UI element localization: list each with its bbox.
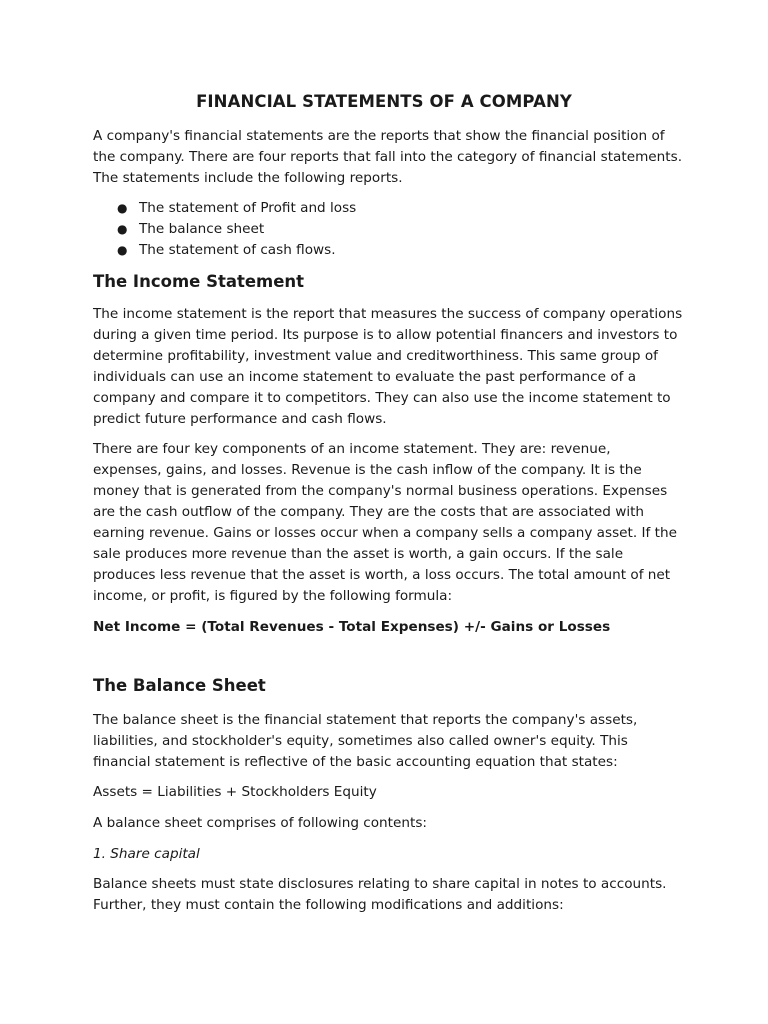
share-capital-item: 1. Share capital — [93, 846, 200, 862]
report-list — [93, 198, 356, 261]
income-paragraph-2: There are four key components of an income statement. They are: revenue, expenses, gains, and losses. Revenue is the cash inflow of the company. It is the money that is generated from the company's normal business operations. Expenses are the cash outflow of the company. They are the costs that are associated with earning revenue. Gains or losses occur when a company sells a company asset. If the sale produces more revenue than the asset is worth, a gain occurs. If the sale produces less revenue that the asset is worth, a loss occurs. The total amount of net income, or profit, is figured by the following formula: — [93, 441, 677, 604]
bullet-icon: ● — [117, 243, 128, 257]
bullet-icon: ● — [117, 222, 128, 236]
balance-sheet-heading: The Balance Sheet — [93, 676, 266, 695]
bullet-icon: ● — [117, 201, 128, 215]
list-item: ● The balance sheet — [93, 219, 356, 240]
list-item: ● The statement of cash flows. — [93, 240, 356, 261]
document-title: FINANCIAL STATEMENTS OF A COMPANY — [196, 92, 572, 111]
balance-paragraph-1: The balance sheet is the financial statement that reports the company's assets, liabilities, and stockholder's equity, sometimes also called owner's equity. This financial statement is reflective of the basic accounting equation that states: — [93, 712, 638, 770]
income-paragraph-1: The income statement is the report that measures the success of company operations during a given time period. Its purpose is to allow potential financers and investors to determine profitability, investment value and creditworthiness. This same group of individuals can use an income statement to evaluate the past performance of a company and compare it to competitors. They can also use the income statement to predict future performance and cash flows. — [93, 306, 683, 427]
balance-paragraph-3: Balance sheets must state disclosures relating to share capital in notes to accounts. Further, they must contain the following modifications and additions: — [93, 876, 667, 913]
income-statement-heading: The Income Statement — [93, 272, 305, 291]
balance-paragraph-2: A balance sheet comprises of following contents: — [93, 815, 427, 831]
list-item: ● The statement of Profit and loss — [93, 198, 356, 219]
intro-paragraph: A company's financial statements are the reports that show the financial position of the company. There are four reports that fall into the category of financial statements. The statements include the following reports. — [93, 128, 683, 186]
accounting-equation: Assets = Liabilities + Stockholders Equity — [93, 784, 377, 800]
net-income-formula: Net Income = (Total Revenues - Total Expenses) +/- Gains or Losses — [93, 619, 611, 635]
